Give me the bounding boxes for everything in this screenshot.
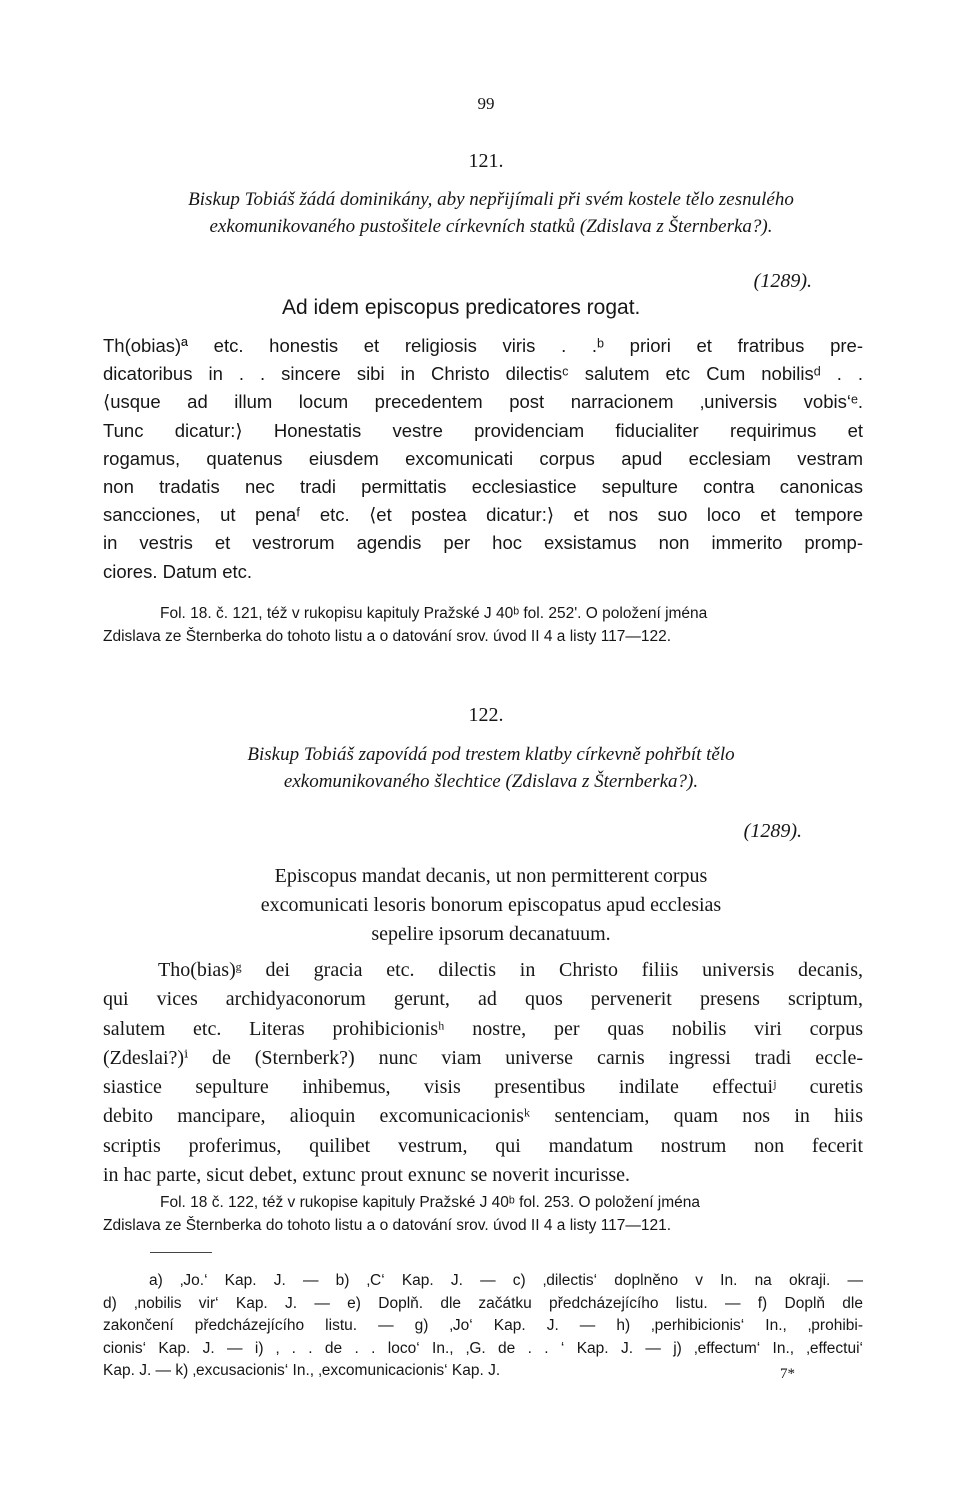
body-line: dicatoribus in . . sincere sibi in Christo dilectisᶜ salutem etc Cum nobilisᵈ . . [103, 363, 863, 385]
footnote-line: d) ‚nobilis vir‘ Kap. J. — e) Doplň. dle začátku předcházejícího listu. — f) Doplň dle [103, 1294, 863, 1312]
body-line: in hac parte, sicut debet, extunc prout exnunc se noverit incurisse. [103, 1164, 631, 1187]
note-line: Zdislava ze Šternberka do tohoto listu a o datování srov. úvod II 4 a listy 117—121. [103, 1216, 672, 1234]
document-number-121: 121. [468, 150, 504, 172]
body-line: rogamus, quatenus eiusdem excomunicati corpus apud ecclesiam vestram [103, 447, 863, 469]
document-number-122: 122. [468, 704, 504, 726]
footnote-line: cionis‘ Kap. J. — i) ‚ . . de . . loco‘ In., ‚G. de . . ‘ Kap. J. — j) ‚effectum‘ In., ‚effectui‘ [103, 1339, 863, 1357]
body-line: non tradatis nec tradi permittatis ecclesiastice sepulture contra canonicas [103, 476, 863, 498]
note-line: Fol. 18. č. 121, též v rukopisu kapituly Pražské J 40ᵇ fol. 252'. O položení jména [160, 605, 708, 622]
footnote-line: zakončení předcházejícího listu. — g) ‚Jo‘ Kap. J. — h) ‚perhibicionis‘ In., ‚prohibi- [103, 1317, 863, 1334]
heading-line: Biskup Tobiáš zapovídá pod trestem klatby církevně pohřbít tělo [247, 744, 735, 765]
body-line: Th(obias)ª etc. honestis et religiosis viris . .ᵇ priori et fratribus pre- [103, 335, 863, 356]
document-date-121: (1289). [753, 270, 812, 292]
body-line: siastice sepulture inhibemus, visis presentibus indilate effectuiʲ curetis [103, 1076, 863, 1099]
sheet-signature: 7* [780, 1366, 795, 1382]
source-note-122 [103, 1192, 863, 1237]
document-date-122: (1289). [743, 820, 802, 842]
body-line: Tunc dicatur:⟩ Honestatis vestre providenciam fiducialiter requirimus et [103, 419, 863, 441]
body-line: qui vices archidyaconorum gerunt, ad quos pervenerit presens scriptum, [103, 988, 863, 1011]
body-line: (Zdeslai?)ⁱ de (Sternberk?) nunc viam universe carnis ingressi tradi eccle- [103, 1046, 863, 1069]
heading-line: exkomunikovaného pustošitele církevních statků (Zdislava z Šternberka?). [209, 216, 773, 237]
note-line: Fol. 18 č. 122, též v rukopise kapituly Pražské J 40ᵇ fol. 253. O položení jména [160, 1194, 701, 1211]
document-body-121 [103, 332, 863, 586]
footnote-line: a) ‚Jo.‘ Kap. J. — b) ‚C‘ Kap. J. — c) ‚dilectis‘ doplněno v In. na okraji. — [149, 1272, 863, 1289]
body-line: ⟨usque ad illum locum precedentem post narracionem ‚universis vobis‘ᵉ. [103, 391, 863, 413]
body-line: scriptis proferimus, quilibet vestrum, qui mandatum nostrum non fecerit [103, 1134, 863, 1157]
heading-line: exkomunikovaného šlechtice (Zdislava z Šternberka?). [283, 771, 699, 792]
body-line: salutem etc. Literas prohibicionisʰ nostre, per quas nobilis viri corpus [103, 1017, 863, 1040]
title-line: sepelire ipsorum decanatuum. [371, 923, 611, 945]
title-line: excomunicati lesoris bonorum episcopatus apud ecclesias [260, 894, 722, 916]
body-line: in vestris et vestrorum agendis per hoc exsistamus non immerito promp- [103, 532, 863, 554]
document-title-122 [110, 862, 872, 949]
heading-line: Biskup Tobiáš žádá dominikány, aby nepřijímali při svém kostele tělo zesnulého [188, 189, 794, 210]
document-heading-121 [110, 186, 872, 240]
title-line: Episcopus mandat decanis, ut non permitterent corpus [274, 865, 708, 887]
document-body-122 [103, 956, 863, 1190]
body-line: sancciones, ut penaᶠ etc. ⟨et postea dicatur:⟩ et nos suo loco et tempore [103, 504, 863, 526]
source-note-121 [103, 603, 863, 648]
footnote-line: Kap. J. — k) ‚excusacionis‘ In., ‚excomunicacionis‘ Kap. J. [103, 1362, 501, 1379]
footnotes [103, 1270, 863, 1383]
body-line: ciores. Datum etc. [103, 560, 253, 582]
body-line: debito mancipare, alioquin excomunicacionisᵏ sentenciam, quam nos in hiis [103, 1105, 863, 1128]
document-title-121: Ad idem episcopus predicatores rogat. [282, 296, 641, 319]
body-line: Tho(bias)ᵍ dei gracia etc. dilectis in Christo filiis universis decanis, [158, 959, 863, 981]
note-line: Zdislava ze Šternberka do tohoto listu a o datování srov. úvod II 4 a listy 117—122. [103, 627, 672, 645]
document-heading-122 [110, 741, 872, 795]
page-number: 99 [477, 94, 495, 113]
footnote-divider [150, 1252, 212, 1253]
